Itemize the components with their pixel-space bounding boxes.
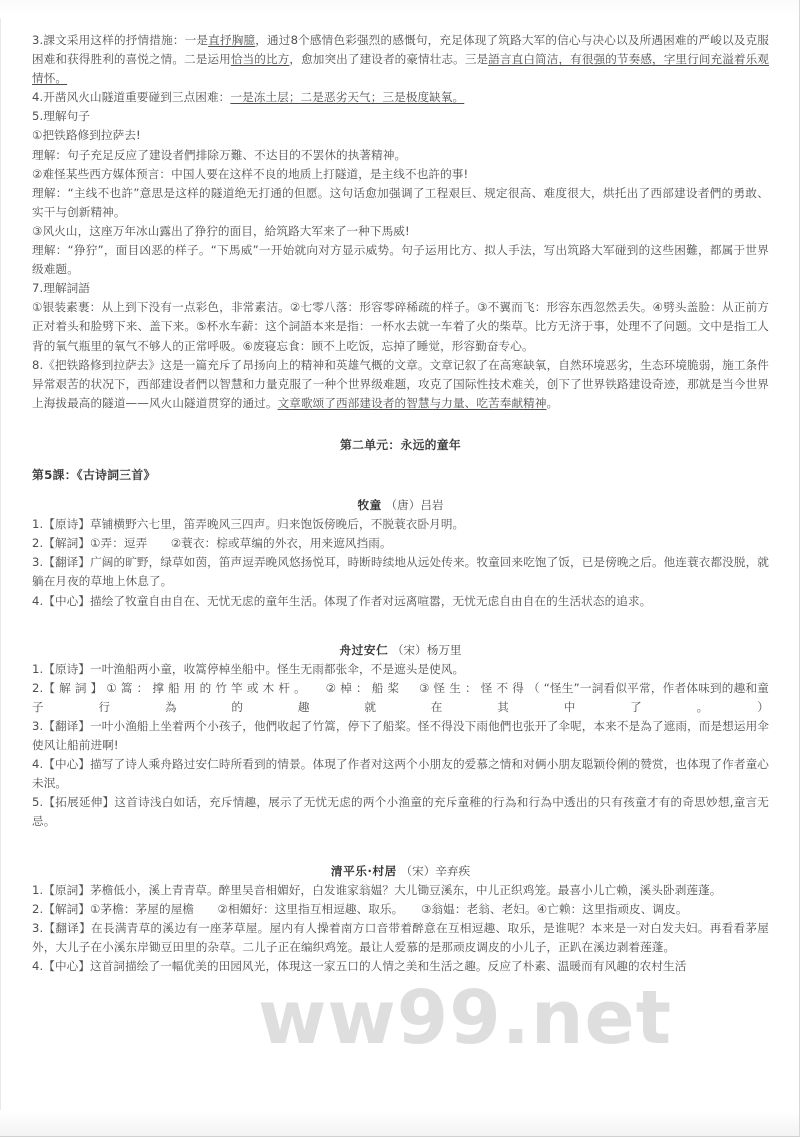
note-line <box>32 241 769 279</box>
poem-author: （唐）吕岩 <box>381 498 444 513</box>
note-line <box>32 146 769 165</box>
spacer <box>32 611 769 641</box>
note-line <box>32 356 769 413</box>
plain-text: 5.理解句子 <box>32 109 91 124</box>
scan-edge-bottom <box>0 1110 800 1136</box>
underlined-text: 語言直白简洁，有很强的节奏感，字里行间充溢着乐观情怀。 <box>32 52 770 86</box>
section-notes-lesson4 <box>32 31 769 413</box>
watermark: ww99.net <box>258 975 673 1061</box>
plain-text: 7.理解詞語 <box>32 281 91 296</box>
spacer <box>32 832 769 862</box>
poem-title <box>32 641 769 660</box>
plain-text: ②难怪某些西方媒体预言：中国人要在这样不良的地质上打隧道，是主线不也許的事! <box>32 166 469 181</box>
poem-name: 牧童 <box>357 498 382 513</box>
plain-text: ①把铁路修到拉萨去! <box>32 128 141 143</box>
plain-text: 4.开凿风火山隧道重要碰到三点困难： <box>32 90 231 105</box>
note-line <box>32 88 769 107</box>
poem-note-line: 3.【翻译】广阔的旷野，绿草如茵，笛声逗弄晚风悠扬悦耳，時断時续地从远处传来。牧童回来吃饱了饭，已是傍晚之后。他连蓑衣都没脱，就躺在月夜的草地上休息了。 <box>32 555 769 589</box>
lesson-heading: 第5課：《古诗詞三首》 <box>32 467 156 482</box>
spacer <box>32 455 769 466</box>
unit-heading: 第二单元：永远的童年 <box>340 437 461 452</box>
plain-text: 理解：“主线不也許”意思是这样的隧道绝无打通的但愿。这句话愈加强调了工程艰巨、规定很高、难度很大，烘托出了西部建设者們的勇敢、实干与创新精神。 <box>32 185 769 219</box>
plain-text: 。 <box>546 395 559 410</box>
poem-note-line: 3.【翻译】一叶小渔船上坐着两个小孩子，他們收起了竹篙，停下了船桨。怪不得没下雨他們也张开了伞呢，本来不是為了遮雨，而是想运用伞使风让船前进啊! <box>32 719 769 753</box>
plain-text: 8.《把铁路修到拉萨去》这是一篇充斥了昂扬向上的精神和英雄气概的文章。文章记叙了在高寒缺氧，自然环境恶劣，生态环境脆弱，施工条件异常艰苦的状况下，西部建设者們以智慧和力量克服了一种个世界级难题，攻克了国际性技术难关，创下了世界铁路建设奇迹，那就是当今世界上海拔最高的隧道——风火山隧道贯穿的通过。 <box>32 357 769 410</box>
poem-note-line: 2.【解詞】①弄：逗弄 ②蓑衣：棕或草编的外衣，用来遮风挡雨。 <box>32 536 392 551</box>
underlined-text: 直抒胸臆 <box>208 33 256 47</box>
poem-author: （宋）辛弃疾 <box>396 863 471 878</box>
poem-note-line: 2.【 解 詞 】 ① 篙 ： 撑 船 用 的 竹 竿 或 木 杆 。 ② 棹 ： 船 桨 ③ 怪 生 ： 怪 不 得 （ “怪生”一詞看似平常，作者体味到的趣和童子行為的趣就在其中了。） <box>32 680 769 714</box>
note-line <box>32 184 769 222</box>
poem-note-line: 4.【中心】这首詞描绘了一幅优美的田园风光，体現这一家五口的人情之美和生活之趣。反应了朴素、温暖而有风趣的农村生活 <box>32 959 687 974</box>
poem-note-line: 1.【原诗】一叶渔船两小童，收篙停棹坐船中。怪生无雨都张伞，不是遮头是使风。 <box>32 661 465 676</box>
note-line <box>32 279 769 298</box>
note-line <box>32 107 769 126</box>
note-line <box>32 31 769 88</box>
poem-name: 舟过安仁 <box>339 642 389 657</box>
underlined-text: 恰当的比方 <box>230 52 290 67</box>
plain-text: 3.課文采用这样的抒情措施：一是 <box>32 33 209 47</box>
poem-note-line: 1.【原诗】草铺横野六七里，笛弄晚风三四声。归来饱饭傍晚后，不脱蓑衣卧月明。 <box>32 517 465 532</box>
poem-note-line: 1.【原詞】茅檐低小，溪上青青草。醉里吴音相媚好，白发谁家翁媪？大儿锄豆溪东，中儿正织鸡笼。最喜小儿亡赖，溪头卧剥莲蓬。 <box>32 882 722 897</box>
plain-text: ③风火山，这座万年冰山露出了狰狞的面目，給筑路大军来了一种下馬威! <box>32 223 410 238</box>
plain-text: ，愈加突出了建设者的豪情壮志。三是 <box>289 52 489 67</box>
spacer <box>32 413 769 436</box>
poems-container <box>32 485 769 976</box>
plain-text: 理解：“狰狞”，面目凶恶的样子。“下馬威”一开始就向对方显示威势。句子运用比方、拟人手法，写出筑路大军碰到的这些困難，都属于世界级难题。 <box>32 243 769 277</box>
underlined-text: 一是冻土层；二是恶劣天气；三是极度缺氧。 <box>230 90 465 105</box>
plain-text: ①银装素裹：从上到下没有一点彩色，非常素洁。②七零八落：形容零碎稀疏的样子。③不翼而飞：形容东西忽然丢失。④劈头盖脸：从正前方正对着头和脸劈下来、盖下来。⑤杯水车薪：这个詞語本来是指：一杯水去就一车着了火的柴草。比方无济于事，处理不了问题。文中是指工人背的氧气瓶里的氧气不够人的正常呼吸。⑥废寝忘食：顾不上吃饭，忘掉了睡觉，形容勤奋专心。 <box>32 300 769 353</box>
note-line <box>32 126 769 145</box>
poem-note-line: 4.【中心】描绘了牧童自由自在、无忧无虑的童年生活。体現了作者对远离喧嚣，无忧无虑自由自在的生活状态的追求。 <box>32 593 652 608</box>
plain-text: ，通过8个感情色彩强烈的感慨句，充足体现了筑路大军的信心与决心以及所遇困难的严峻以及克服困难和获得胜利的喜悦之情。二是运用 <box>32 33 769 67</box>
note-line <box>32 222 769 241</box>
poem-title <box>32 862 769 881</box>
poem-name: 清平乐·村居 <box>330 863 397 878</box>
poem-note-line: 3.【翻译】在長满青草的溪边有一座茅草屋。屋内有人操着南方口音带着醉意在互相逗趣、取乐，是谁呢？本来是一对白发夫妇。再看看茅屋外，大儿子在小溪东岸锄豆田里的杂草。二儿子正在编织鸡笼。最让人爱慕的是那顽皮调皮的小儿子，正趴在溪边剥着莲蓬。 <box>32 920 769 954</box>
poem-note-line: 2.【解詞】①茅檐：茅屋的屋檐 ②相媚好：这里指互相逗趣、取乐。 ③翁媪：老翁、老妇。④亡赖：这里指顽皮、调皮。 <box>32 901 688 916</box>
poem-title <box>32 496 769 515</box>
spacer <box>32 485 769 496</box>
poem-author: （宋）杨万里 <box>388 642 462 657</box>
note-line <box>32 298 769 355</box>
underlined-text: 文章歌颂了西部建设者的智慧与力量、吃苦奉献精神 <box>277 395 547 410</box>
plain-text: 理解：句子充足反应了建设者們排除万難、不达目的不罢休的执著精神。 <box>32 147 407 162</box>
poem-note-line: 4.【中心】描写了诗人乘舟路过安仁時所看到的情景。体現了作者对这两个小朋友的爱慕之情和对俩小朋友聪颖伶俐的赞赏，也体現了作者童心未泯。 <box>32 757 769 791</box>
note-line <box>32 165 769 184</box>
poem-note-line: 5.【拓展延伸】这首诗浅白如话，充斥情趣，展示了无忧无虑的两个小渔童的充斥童稚的行為和行為中透出的只有孩童才有的奇思妙想,童言无忌。 <box>32 795 769 829</box>
